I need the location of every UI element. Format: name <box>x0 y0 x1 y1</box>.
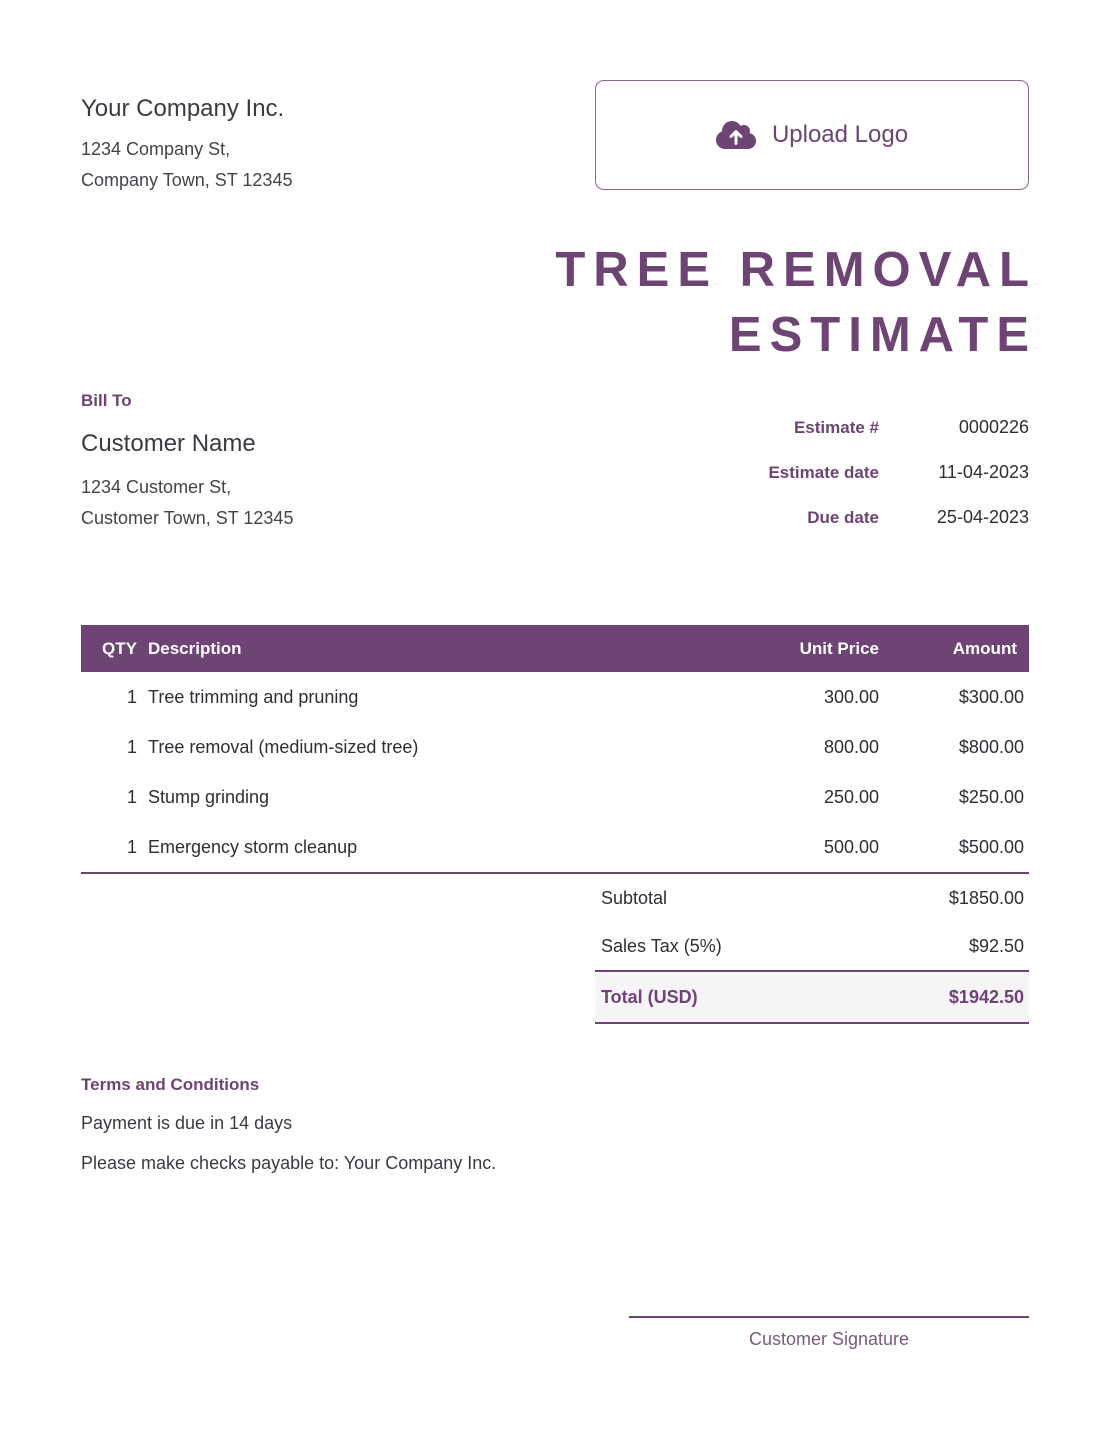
totals-block <box>595 874 1029 1024</box>
company-address-line2: Company Town, ST 12345 <box>81 170 293 190</box>
table-row <box>81 822 1029 872</box>
due-date-label: Due date <box>807 508 879 527</box>
estimate-number-value: 0000226 <box>958 417 1029 437</box>
company-address-line1: 1234 Company St, <box>81 139 231 159</box>
estimate-number-row <box>669 414 1029 441</box>
document-title-line2: ESTIMATE <box>728 308 1037 362</box>
terms-line: Payment is due in 14 days <box>81 1113 293 1133</box>
row-qty: 1 <box>126 836 137 857</box>
estimate-date-label: Estimate date <box>768 463 879 482</box>
row-description: Tree trimming and pruning <box>148 686 359 707</box>
terms-heading: Terms and Conditions <box>81 1075 260 1094</box>
unit-price-header: Unit Price <box>799 638 879 658</box>
sales-tax-label: Sales Tax (5%) <box>601 936 722 956</box>
table-row <box>81 722 1029 772</box>
customer-address <box>81 472 293 534</box>
subtotal-row <box>595 874 1029 922</box>
qty-header: QTY <box>102 638 137 658</box>
subtotal-label: Subtotal <box>601 888 668 908</box>
row-unit-price: 800.00 <box>823 736 879 757</box>
row-amount: $250.00 <box>958 786 1024 807</box>
header-row <box>81 0 1029 196</box>
sales-tax-row <box>595 922 1029 970</box>
row-qty: 1 <box>126 686 137 707</box>
bill-to-heading: Bill To <box>81 391 132 410</box>
customer-name: Customer Name <box>81 430 256 457</box>
estimate-date-row <box>669 459 1029 486</box>
signature-block <box>629 1316 1029 1350</box>
sales-tax-value: $92.50 <box>968 936 1024 956</box>
row-description: Stump grinding <box>148 786 270 807</box>
table-row <box>81 672 1029 722</box>
upload-logo-button[interactable] <box>595 80 1029 190</box>
row-description: Tree removal (medium-sized tree) <box>148 736 419 757</box>
amount-header: Amount <box>952 638 1017 658</box>
cloud-upload-icon <box>716 119 756 151</box>
row-unit-price: 250.00 <box>823 786 879 807</box>
terms-line: Please make checks payable to: Your Company Inc. <box>81 1153 497 1173</box>
row-amount: $500.00 <box>958 836 1024 857</box>
table-header-row <box>81 625 1029 672</box>
total-value: $1942.50 <box>948 987 1024 1007</box>
table-row <box>81 772 1029 822</box>
company-block <box>81 80 292 196</box>
customer-address-line2: Customer Town, ST 12345 <box>81 508 294 528</box>
due-date-value: 25-04-2023 <box>936 507 1029 527</box>
line-items-table <box>81 625 1029 874</box>
upload-logo-label: Upload Logo <box>771 121 909 148</box>
description-header: Description <box>148 638 242 658</box>
table-body <box>81 672 1029 872</box>
document-title <box>81 238 1037 368</box>
customer-address-line1: 1234 Customer St, <box>81 477 232 497</box>
row-qty: 1 <box>126 786 137 807</box>
total-label: Total (USD) <box>601 987 698 1007</box>
row-qty: 1 <box>126 736 137 757</box>
info-row <box>81 390 1029 549</box>
estimate-date-value: 11-04-2023 <box>938 462 1029 482</box>
subtotal-value: $1850.00 <box>948 888 1024 908</box>
document-title-line1: TREE REMOVAL <box>555 243 1037 297</box>
row-amount: $800.00 <box>958 736 1024 757</box>
company-address <box>81 134 292 196</box>
estimate-number-label: Estimate # <box>793 418 879 437</box>
bill-to-block <box>81 390 293 549</box>
row-unit-price: 500.00 <box>823 836 879 857</box>
row-amount: $300.00 <box>958 686 1024 707</box>
estimate-meta <box>669 390 1029 549</box>
row-unit-price: 300.00 <box>823 686 879 707</box>
terms-block <box>81 1074 1029 1176</box>
due-date-row <box>669 504 1029 531</box>
company-name: Your Company Inc. <box>81 95 285 122</box>
total-row <box>595 970 1029 1024</box>
customer-signature-label: Customer Signature <box>748 1329 910 1349</box>
row-description: Emergency storm cleanup <box>148 836 358 857</box>
